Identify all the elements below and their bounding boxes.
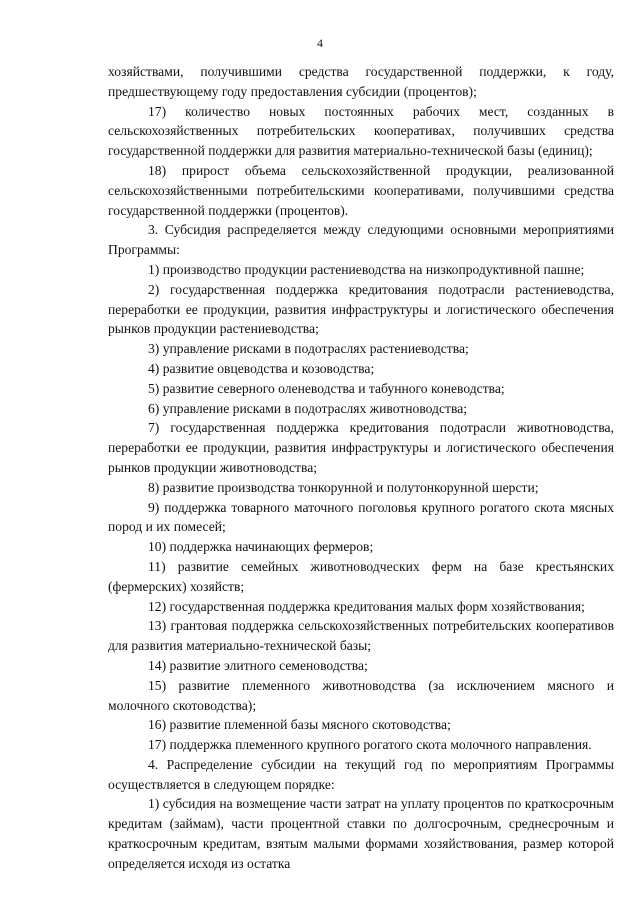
paragraph: 1) субсидия на возмещение части затрат на уплату процентов по краткосрочным кредитам (займам), части процентной ставки по долгосрочным, среднесрочным и краткосрочным кредитам, взятым малыми формами хозяйствования, размер которой определяется исходя из остатка [108, 796, 614, 871]
paragraph: 4. Распределение субсидии на текущий год по мероприятиям Программы осуществляется в следующем порядке: [108, 756, 614, 792]
paragraph: 13) грантовая поддержка сельскохозяйственных потребительских кооперативов для развития материально-технической базы; [108, 618, 614, 654]
paragraph: 7) государственная поддержка кредитования подотрасли животноводства, переработки ее продукции, развития инфраструктуры и логистического обеспечения рынков продукции животноводства; [108, 420, 614, 475]
paragraph: 4) развитие овцеводства и козоводства; [148, 360, 375, 376]
paragraph: 3) управление рисками в подотраслях растениеводства; [148, 341, 469, 357]
paragraph: 15) развитие племенного животноводства (за исключением мясного и молочного скотоводства); [108, 677, 614, 713]
paragraph: 10) поддержка начинающих фермеров; [148, 539, 374, 555]
paragraph: 3. Субсидия распределяется между следующими основными мероприятиями Программы: [108, 222, 614, 258]
page-number: 4 [317, 36, 323, 50]
paragraph: 9) поддержка товарного маточного поголовья крупного рогатого скота мясных пород и их помесей; [108, 499, 614, 535]
paragraph: 2) государственная поддержка кредитования подотрасли растениеводства, переработки ее продукции, развития инфраструктуры и логистического обеспечения рынков продукции растениеводства; [108, 281, 614, 337]
paragraph: 17) поддержка племенного крупного рогатого скота молочного направления. [148, 737, 592, 753]
paragraph: 18) прирост объема сельскохозяйственной продукции, реализованной сельскохозяйственными потребительскими кооперативами, получившими средства государственной поддержки (процентов). [108, 162, 614, 218]
paragraph: хозяйствами, получившими средства государственной поддержки, к году, предшествующему году предоставления субсидии (процентов); [108, 64, 614, 99]
paragraph: 6) управление рисками в подотраслях животноводства; [148, 400, 468, 416]
document-body [108, 62, 614, 874]
paragraph: 1) производство продукции растениеводства на низкопродуктивной пашне; [148, 261, 585, 277]
paragraph: 14) развитие элитного семеноводства; [148, 657, 368, 673]
paragraph: 11) развитие семейных животноводческих ферм на базе крестьянских (фермерских) хозяйств; [108, 558, 614, 594]
paragraph: 8) развитие производства тонкорунной и полутонкорунной шерсти; [148, 479, 539, 495]
paragraph: 12) государственная поддержка кредитования малых форм хозяйствования; [148, 598, 585, 614]
paragraph: 16) развитие племенной базы мясного скотоводства; [148, 717, 451, 733]
paragraph: 17) количество новых постоянных рабочих мест, созданных в сельскохозяйственных потребительских кооперативах, получивших средства государственной поддержки для развития материально-технической базы (единиц); [108, 103, 614, 159]
paragraph: 5) развитие северного оленеводства и табунного коневодства; [148, 380, 505, 396]
